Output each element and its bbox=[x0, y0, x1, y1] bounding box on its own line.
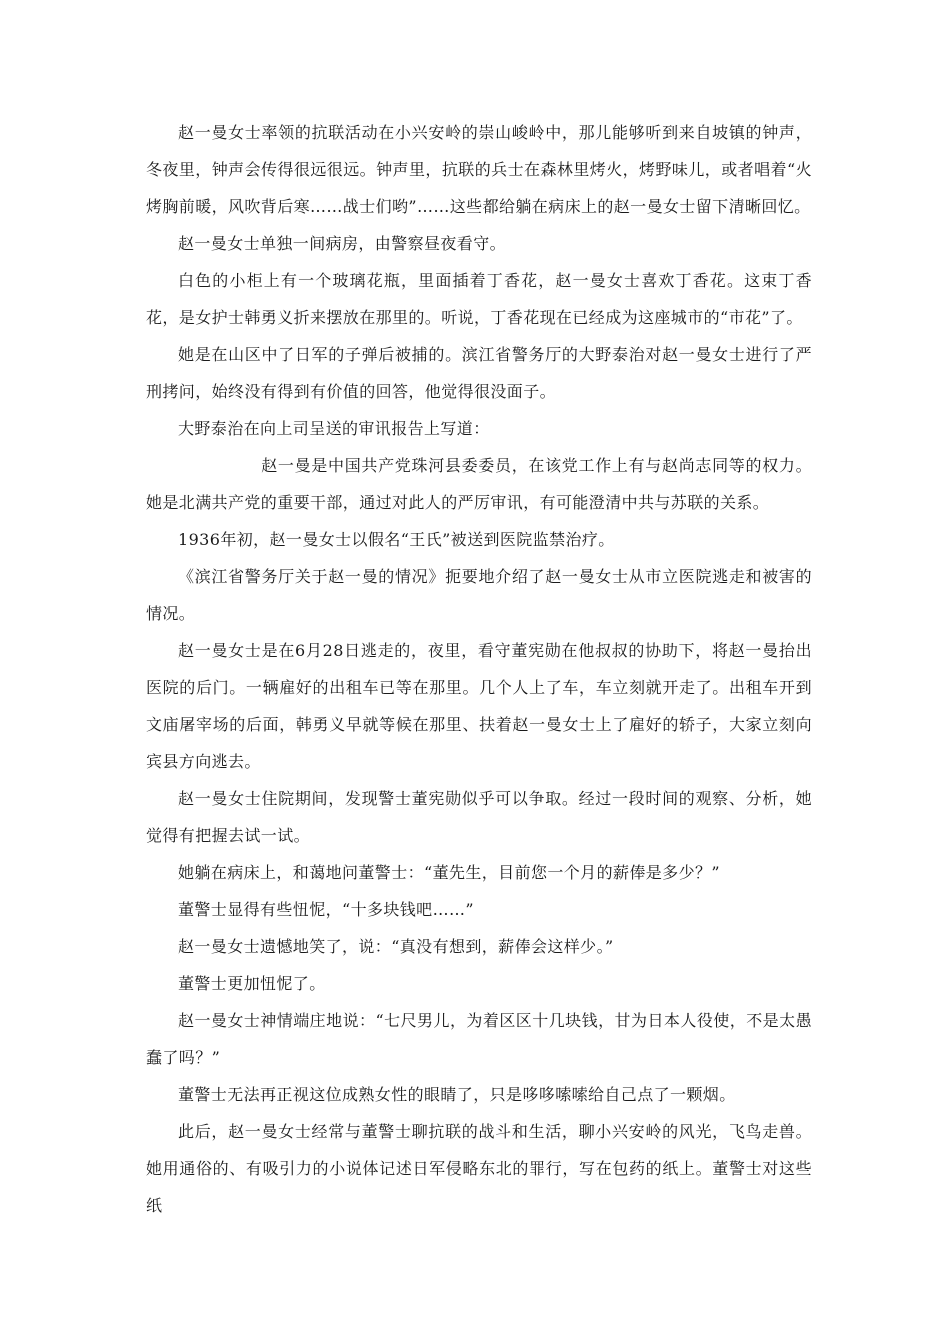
paragraph-14: 董警士更加忸怩了。 bbox=[178, 974, 326, 993]
paragraph-11: 她躺在病床上，和蔼地问董警士：“董先生，目前您一个月的薪俸是多少？” bbox=[178, 863, 720, 882]
paragraph-10: 赵一曼女士住院期间，发现警士董宪勋似乎可以争取。经过一段时间的观察、分析，她觉得有把握去试一试。 bbox=[146, 789, 812, 845]
paragraph-12: 董警士显得有些忸怩，“十多块钱吧……” bbox=[178, 900, 474, 919]
document-body bbox=[146, 114, 812, 1224]
paragraph-8: 《滨江省警务厅关于赵一曼的情况》扼要地介绍了赵一曼女士从市立医院逃走和被害的情况。 bbox=[146, 567, 812, 623]
paragraph-16: 董警士无法再正视这位成熟女性的眼睛了，只是哆哆嗦嗦给自己点了一颗烟。 bbox=[178, 1085, 736, 1104]
paragraph-1: 赵一曼女士率领的抗联活动在小兴安岭的崇山峻岭中，那儿能够听到来自坡镇的钟声，冬夜里，钟声会传得很远很远。钟声里，抗联的兵士在森林里烤火，烤野味儿，或者唱着“火烤胸前暖，风吹背后寒……战士们哟”……这些都给躺在病床上的赵一曼女士留下清晰回忆。 bbox=[146, 123, 812, 216]
paragraph-7: 1936年初，赵一曼女士以假名“王氏”被送到医院监禁治疗。 bbox=[178, 530, 615, 549]
paragraph-5: 大野泰治在向上司呈送的审讯报告上写道： bbox=[178, 419, 490, 438]
paragraph-2: 赵一曼女士单独一间病房，由警察昼夜看守。 bbox=[178, 234, 507, 253]
paragraph-15: 赵一曼女士神情端庄地说：“七尺男儿，为着区区十几块钱，甘为日本人役使，不是太愚蠢了吗？” bbox=[146, 1011, 812, 1067]
paragraph-13: 赵一曼女士遗憾地笑了，说：“真没有想到，薪俸会这样少。” bbox=[178, 937, 614, 956]
paragraph-17: 此后，赵一曼女士经常与董警士聊抗联的战斗和生活，聊小兴安岭的风光，飞鸟走兽。她用通俗的、有吸引力的小说体记述日军侵略东北的罪行，写在包药的纸上。董警士对这些纸 bbox=[146, 1122, 812, 1215]
quoted-report: 赵一曼是中国共产党珠河县委委员，在该党工作上有与赵尚志同等的权力。她是北满共产党的重要干部，通过对此人的严厉审讯，有可能澄清中共与苏联的关系。 bbox=[146, 456, 812, 512]
paragraph-9: 赵一曼女士是在6月28日逃走的，夜里，看守董宪勋在他叔叔的协助下，将赵一曼抬出医院的后门。一辆雇好的出租车已等在那里。几个人上了车，车立刻就开走了。出租车开到文庙屠宰场的后面，韩勇义早就等候在那里、扶着赵一曼女士上了雇好的轿子，大家立刻向宾县方向逃去。 bbox=[146, 641, 812, 771]
paragraph-4: 她是在山区中了日军的子弹后被捕的。滨江省警务厅的大野泰治对赵一曼女士进行了严刑拷问，始终没有得到有价值的回答，他觉得很没面子。 bbox=[146, 345, 812, 401]
paragraph-3: 白色的小柜上有一个玻璃花瓶，里面插着丁香花，赵一曼女士喜欢丁香花。这束丁香花，是女护士韩勇义折来摆放在那里的。听说，丁香花现在已经成为这座城市的“市花”了。 bbox=[146, 271, 812, 327]
